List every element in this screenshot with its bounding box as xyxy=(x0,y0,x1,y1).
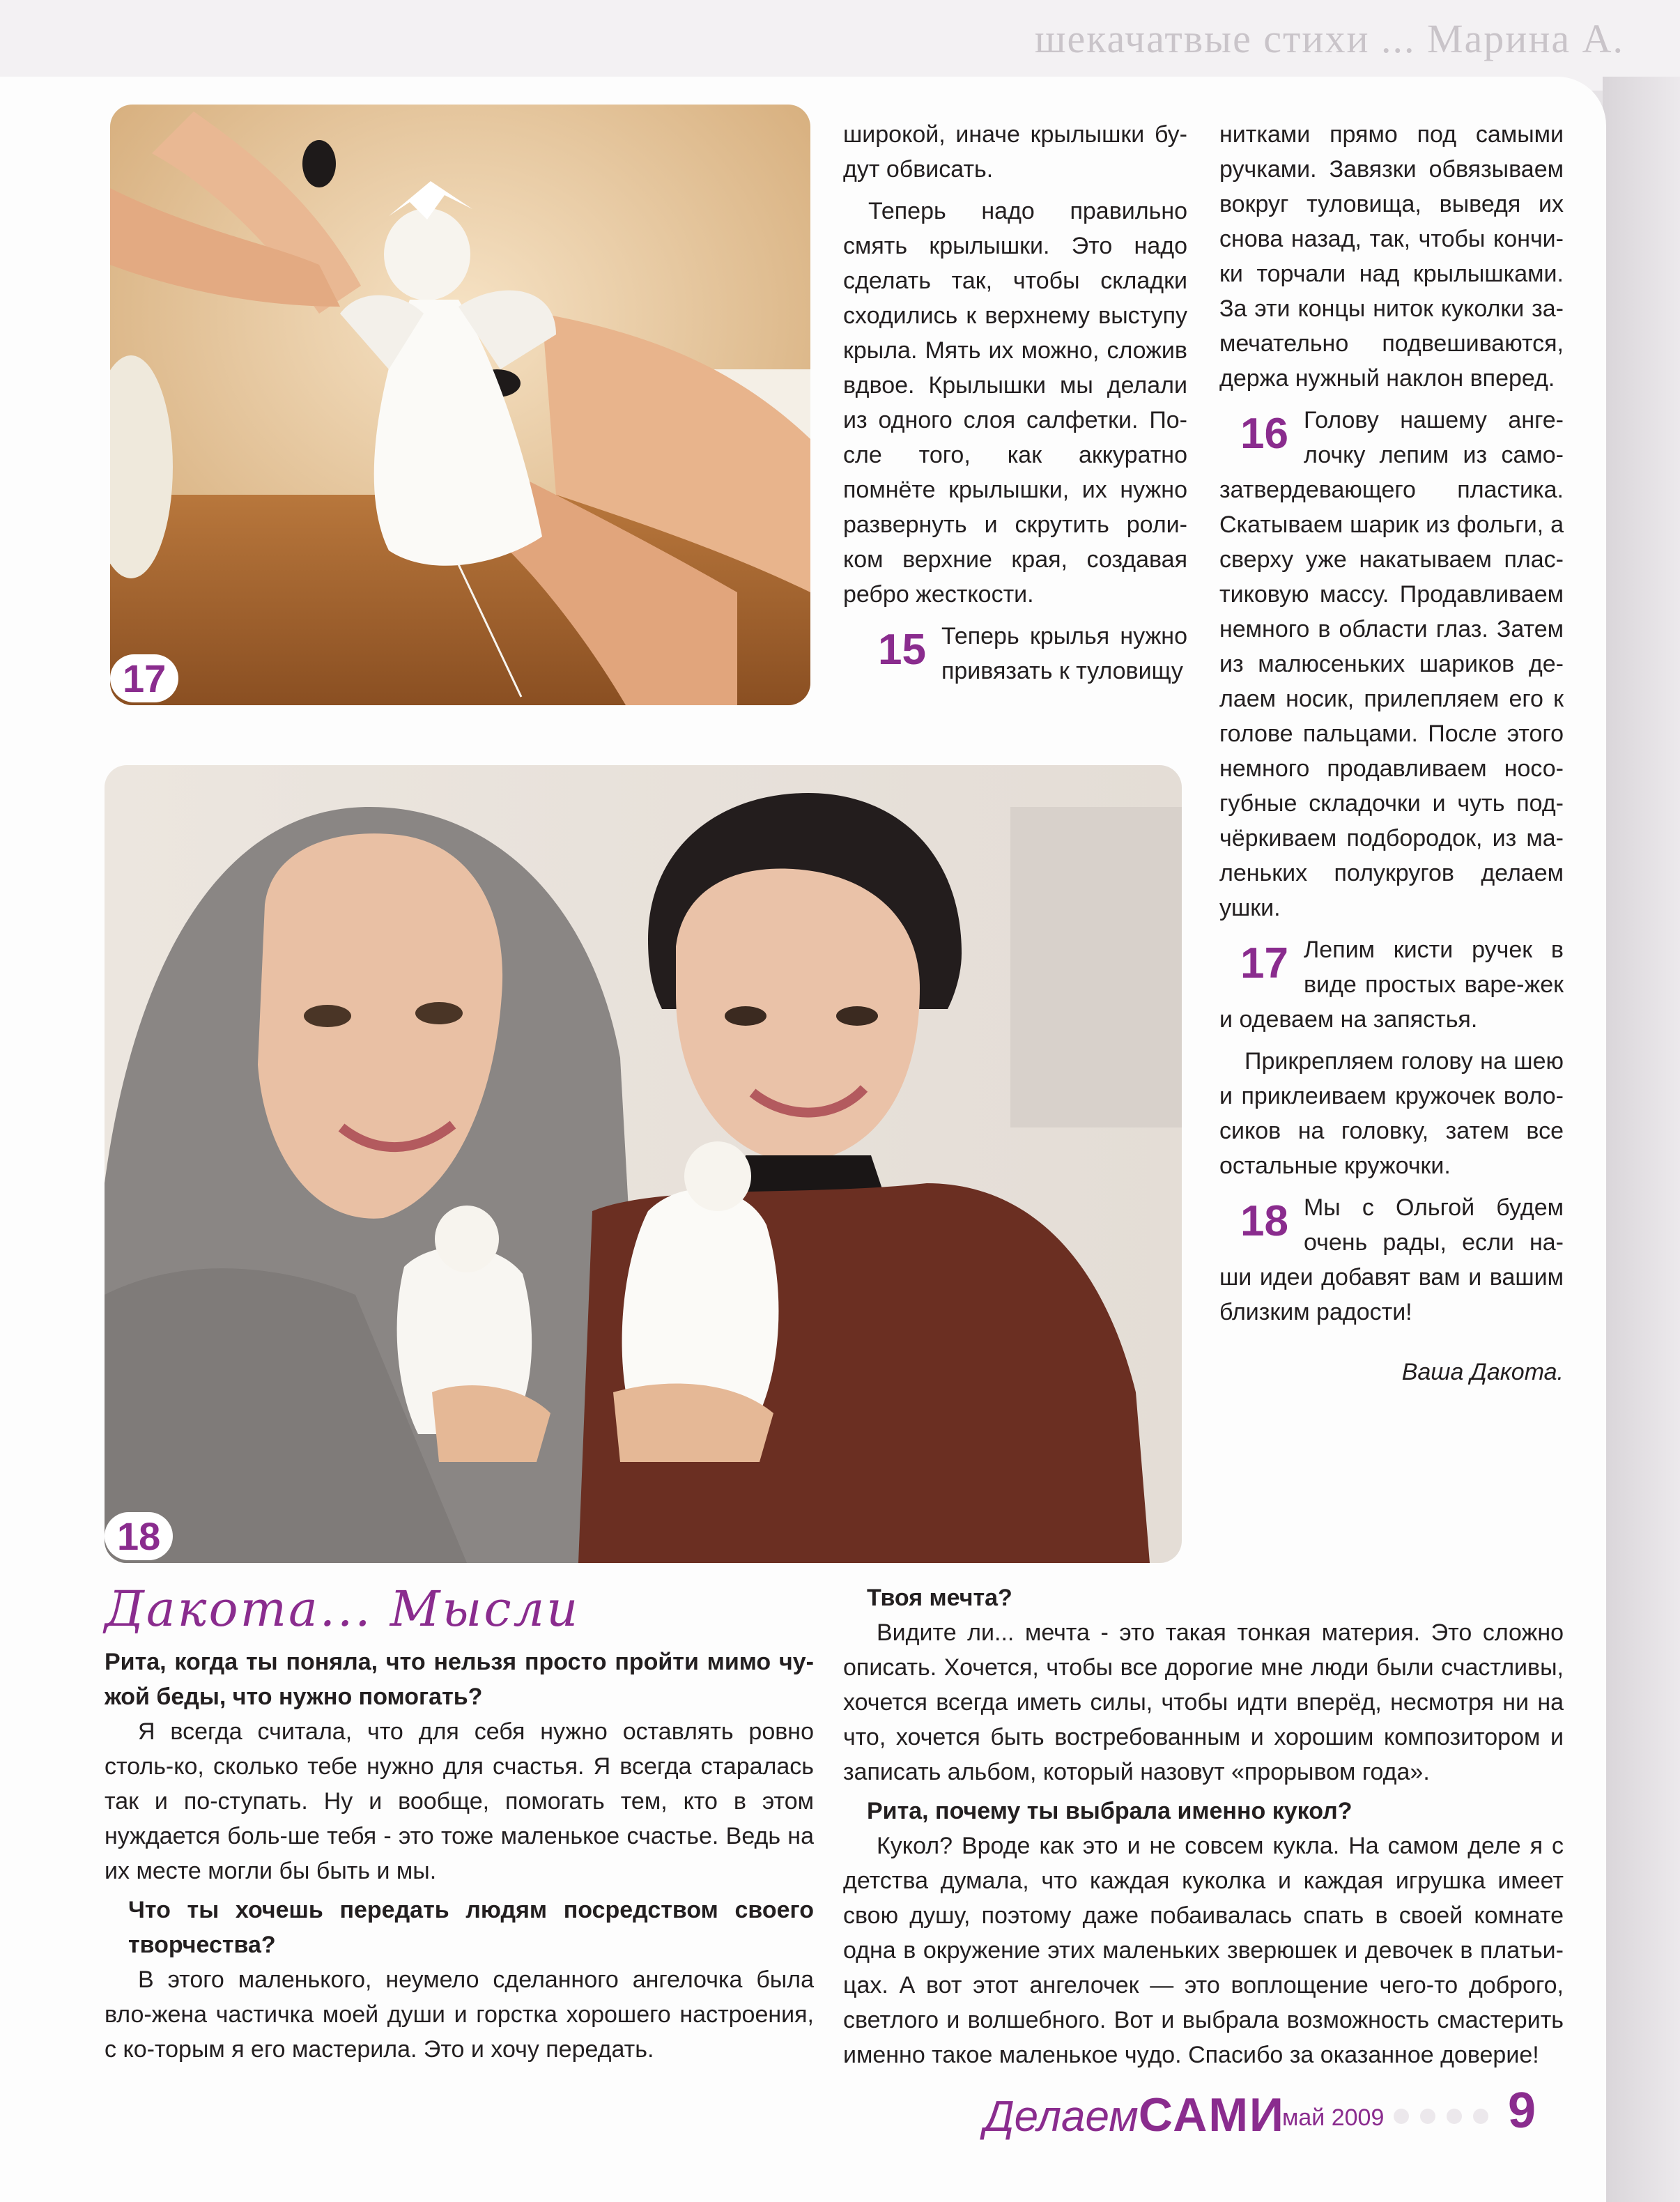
photo-hands-angel xyxy=(110,105,810,705)
section-title: Дакота... Мысли xyxy=(105,1580,580,1638)
question: Что ты хочешь передать людям посредством своего творчества? xyxy=(128,1897,814,1958)
question: Рита, когда ты поняла, что нельзя просто пройти мимо чу-жой беды, что нужно помогать? xyxy=(105,1649,814,1710)
paragraph: нитками прямо под самыми ручками. Завязки обвязываем вокруг туловища, выведя их снова назад, так, чтобы кончи-ки торчали над крылышками. За эти концы ниток куколки за-мечательно подвешиваются, держа нужный наклон вперед. xyxy=(1219,121,1564,392)
text-column-middle xyxy=(843,117,1187,688)
photo-badge: 18 xyxy=(105,1512,173,1560)
paragraph: Прикрепляем голову на шею и приклеиваем кружочек воло-сиков на головку, затем все остальные кружочки. xyxy=(1219,1048,1564,1179)
brand-bold: САМИ xyxy=(1138,2088,1285,2141)
step-text: Лепим кисти ручек в виде простых варе-жек и одеваем на запястья. xyxy=(1219,937,1564,1033)
step-number: 17 xyxy=(1240,939,1288,987)
page-edge xyxy=(1603,77,1680,2202)
step-17 xyxy=(1219,932,1564,1037)
answer: Кукол? Вроде как это и не совсем кукла. На самом деле я с детства думала, что каждая куколка и каждая игрушка имеет свою душу, поэтому даже побаивалась спать в своей комнате одна в окружение этих маленьких зверюшек и девочек в платьи-цах. А вот этот ангелочек — это воплощение чего-то доброго, светлого и волшебного. Вот и выбрала возможность смастерить именно такое маленькое чудо. Спасибо за оказанное доверие! xyxy=(843,1833,1564,2068)
step-text: Теперь крылья нужно привязать к туловищу xyxy=(941,623,1187,684)
issue-date: май 2009 xyxy=(1282,2104,1385,2131)
step-number: 18 xyxy=(1240,1197,1288,1245)
step-number: 16 xyxy=(1240,410,1288,458)
paragraph: Теперь надо правильно смять крылышки. Это надо сделать так, чтобы складки сходились к верхнему выступу крыла. Мять их можно, сложив вдвое. Крылышки мы делали из одного слоя салфетки. По-сле того, как аккуратно помнёте крылышки, их нужно развернуть и скрутить роли-ком верхние края, создавая ребро жесткости. xyxy=(843,198,1187,608)
interview-left xyxy=(105,1645,814,2067)
question: Твоя мечта? xyxy=(867,1585,1012,1611)
step-16 xyxy=(1219,403,1564,925)
answer: В этого маленького, неумело сделанного ангелочка была вло-жена частичка моей души и горстка хорошего настроения, с ко-торым я его мастерила. Это и хочу передать. xyxy=(105,1966,814,2063)
photo-badge: 17 xyxy=(110,654,178,702)
question: Рита, почему ты выбрала именно кукол? xyxy=(867,1798,1353,1824)
step-text: Мы с Ольгой будем очень рады, если на-ши идеи добавят вам и вашим близким радости! xyxy=(1219,1194,1564,1325)
step-number: 15 xyxy=(878,626,926,674)
answer: Я всегда считала, что для себя нужно оставлять ровно столь-ко, сколько тебе нужно для счастья. Я всегда старалась так и по-ступать. Ну и вообще, помогать тем, кто в этом нуждается боль-ше тебя - это тоже маленькое счастье. Ведь на их месте могли бы быть и мы. xyxy=(105,1718,814,1884)
magazine-brand xyxy=(984,2088,1285,2142)
page-number: 9 xyxy=(1508,2083,1536,2139)
brand-italic: Делаем xyxy=(984,2093,1139,2141)
faded-header-text: шекачатвые стихи ... Марина А. xyxy=(1034,16,1624,61)
signature: Ваша Дакота. xyxy=(1401,1359,1564,1385)
photo-two-women xyxy=(105,765,1182,1563)
step-18 xyxy=(1219,1190,1564,1330)
step-15 xyxy=(843,619,1187,688)
text-column-right xyxy=(1219,117,1564,1389)
paragraph: широкой, иначе крылышки бу-дут обвисать. xyxy=(843,121,1187,183)
answer: Видите ли... мечта - это такая тонкая материя. Это сложно описать. Хочется, чтобы все дорогие мне люди были счастливы, хочется всегда иметь силы, чтобы идти вперёд, несмотря ни на что, хочется быть востребованным и хорошим композитором и записать альбом, который назовут «прорывом года». xyxy=(843,1619,1564,1785)
step-text: Голову нашему анге-лочку лепим из само-затвердевающего пластика. Скатываем шарик из фольги, а сверху уже накатываем плас-тиковую массу. Продавливаем немного в области глаз. Затем из малюсеньких шариков де-лаем носик, прилепляем его к голове пальцами. После этого немного продавливаем носо-губные складочки и чуть под-чёркиваем подбородок, из ма-леньких полукругов делаем ушки. xyxy=(1219,407,1564,921)
decorative-dots xyxy=(1394,2109,1500,2127)
interview-right xyxy=(843,1580,1564,2072)
